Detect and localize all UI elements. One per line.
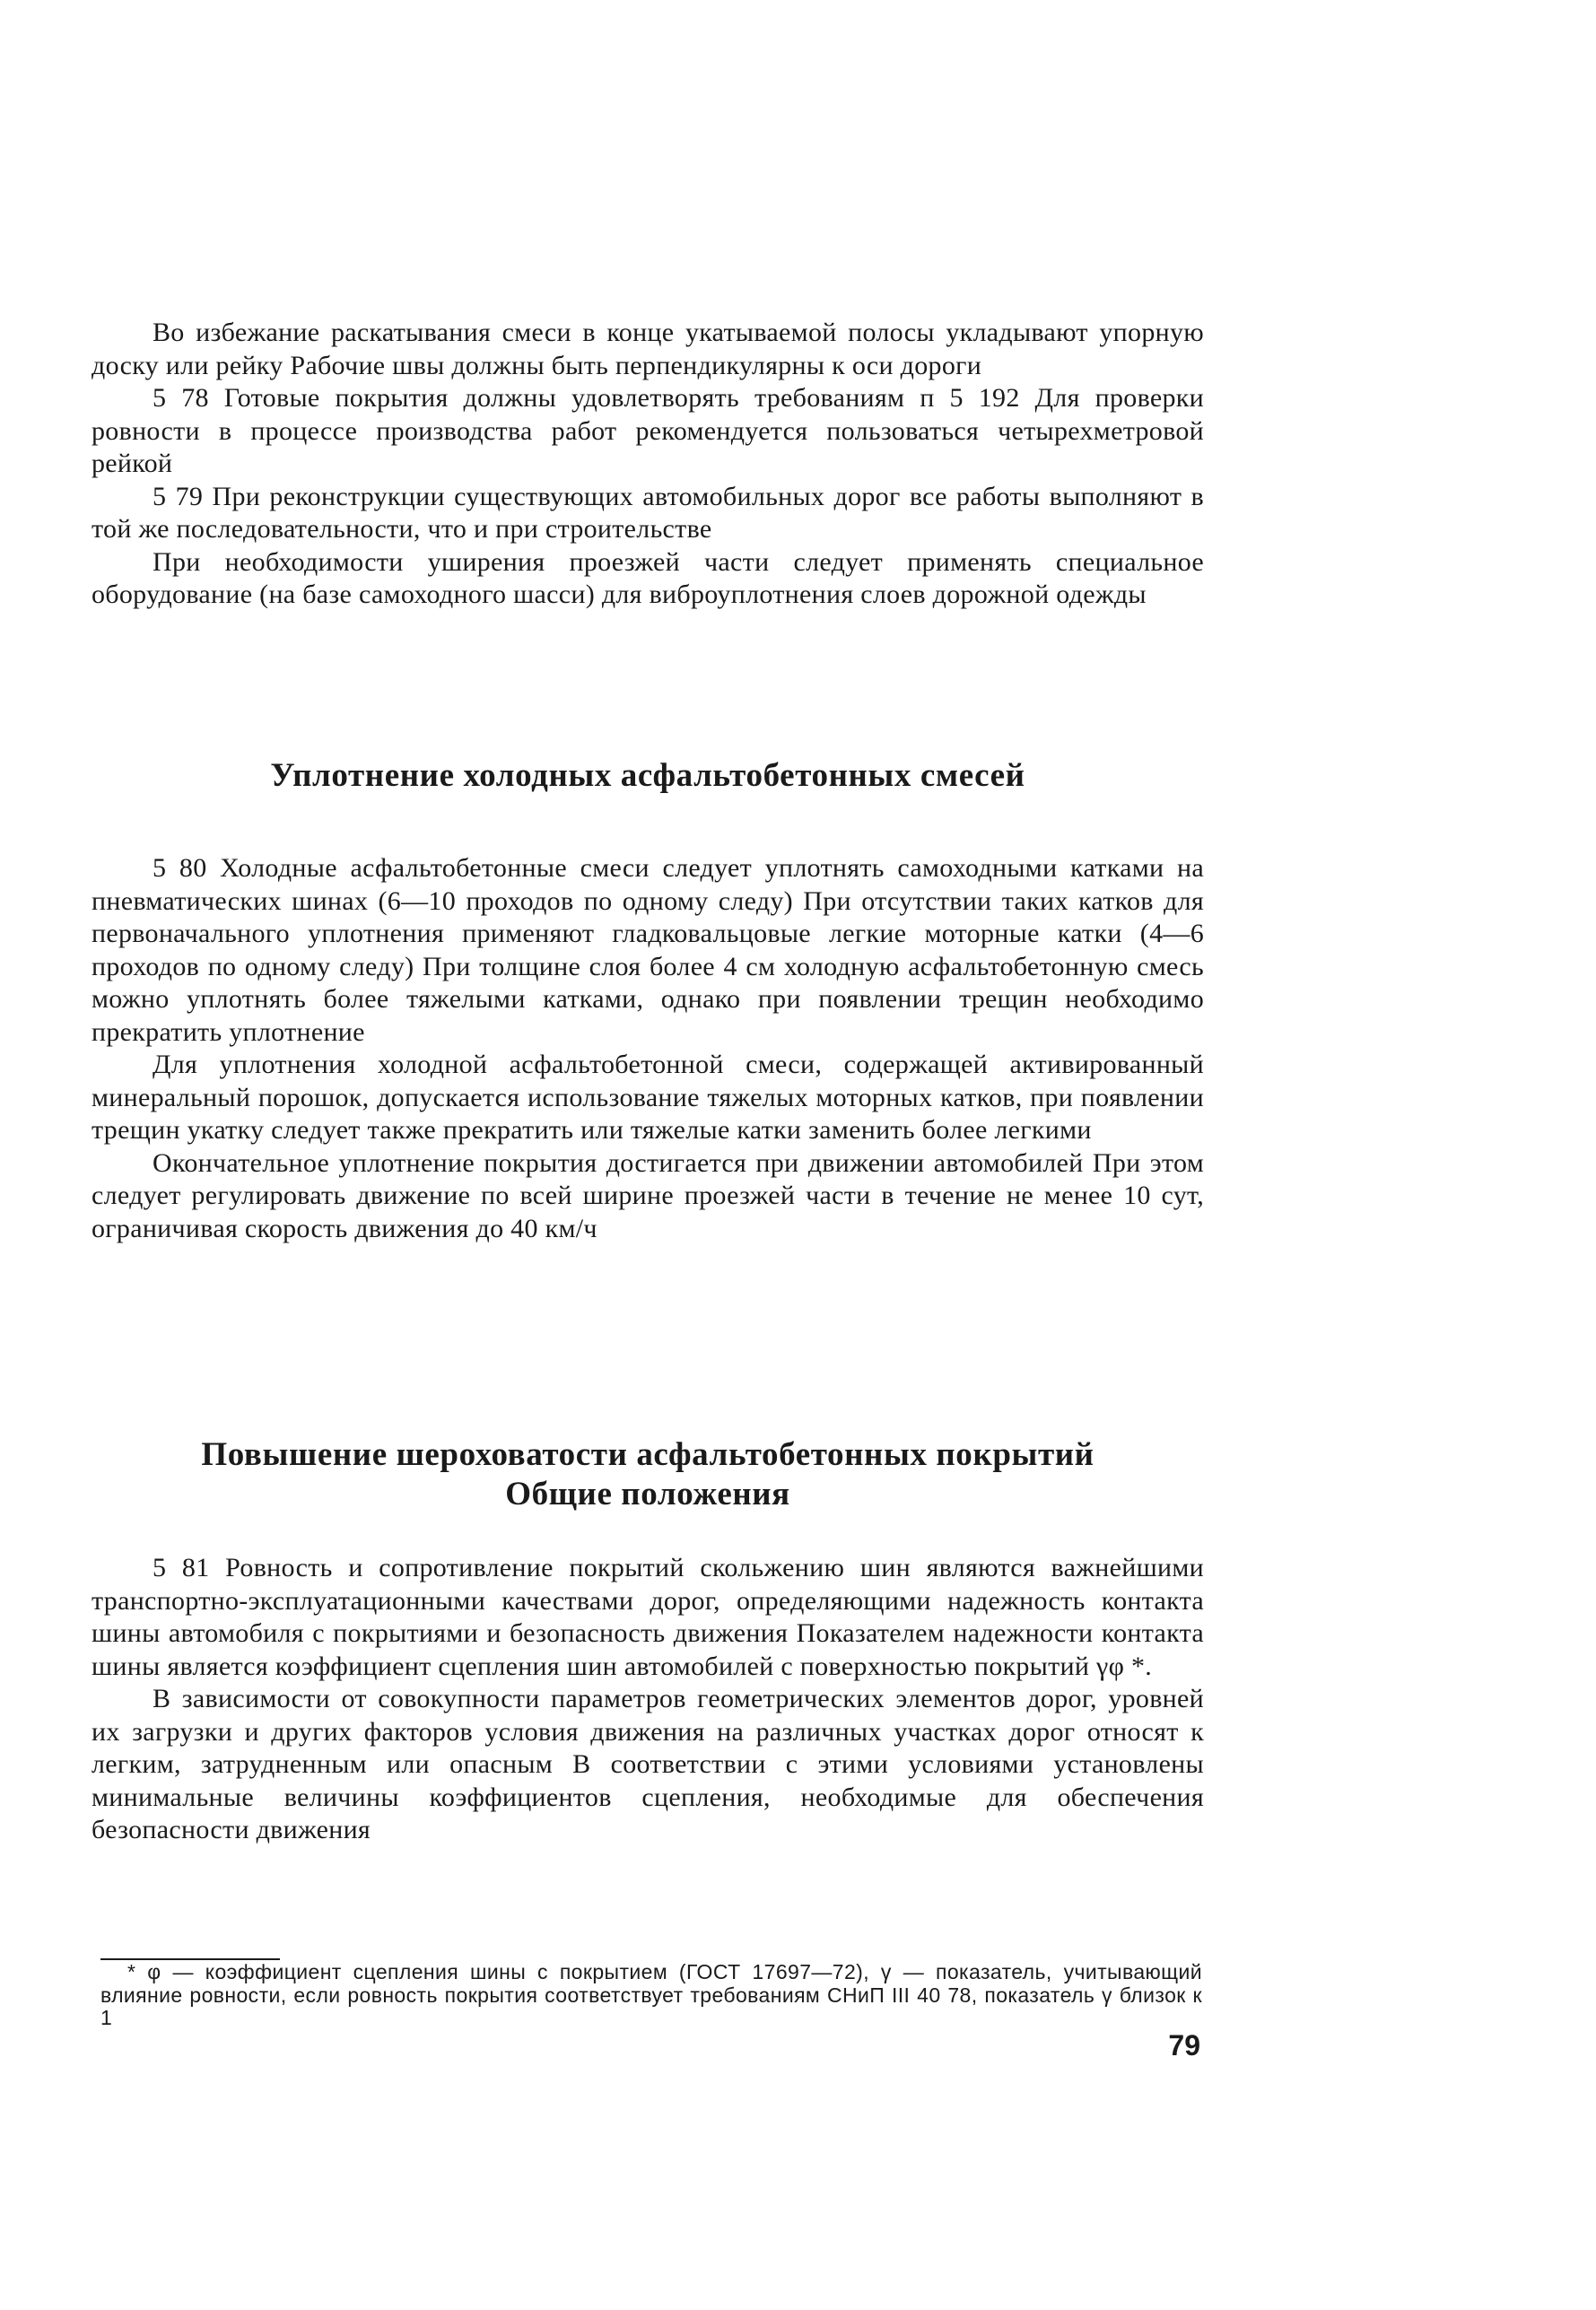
paragraph-5-80: 5 80 Холодные асфальтобетонные смеси следует уплотнять самоходными катками на пневматических шинах (6—10 проходов по одному следу) При отсутствии таких катков для первоначального уплотнения применяют гладковальцовые легкие моторные катки (4—6 проходов по одному следу) При толщине слоя более 4 см холодную асфальтобетонную смесь можно уплотнять более тяжелыми катками, однако при появлении трещин необходимо прекратить уплотнение	[92, 853, 1204, 1047]
page-number: 79	[1168, 2029, 1200, 2062]
heading-roughness	[92, 1435, 1204, 1514]
section-intro	[92, 317, 1204, 612]
paragraph-traffic-conditions: В зависимости от совокупности параметров геометрических элементов дорог, уровней их загрузки и других факторов условия движения на различных участках дорог относят к легким, затрудненным или опасным В соответствии с этими условиями установлены минимальные величины коэффициентов сцепления, необходимые для обеспечения безопасности движения	[92, 1684, 1204, 1844]
heading-general-provisions: Общие положения	[505, 1476, 790, 1512]
paragraph-5-79: 5 79 При реконструкции существующих автомобильных дорог все работы выполняют в той же последовательности, что и при строительстве	[92, 481, 1204, 544]
paragraph-5-81: 5 81 Ровность и сопротивление покрытий скольжению шин являются важнейшими транспортно-эксплуатационными качествами дорог, определяющими надежность контакта шины автомобиля с покрытиями и безопасность движения Показателем надежности контакта шины является коэффициент сцепления шин автомобилей с поверхностью покрытий γφ *.	[92, 1553, 1204, 1681]
paragraph-final-compaction: Окончательное уплотнение покрытия достигается при движении автомобилей При этом следует регулировать движение по всей ширине проезжей части в течение не менее 10 сут, ограничивая скорость движения до 40 км/ч	[92, 1147, 1204, 1243]
paragraph-widening: При необходимости уширения проезжей части следует применять специальное оборудование (на базе самоходного шасси) для виброуплотнения слоев дорожной одежды	[92, 546, 1204, 609]
section-cold-mix	[92, 852, 1204, 1245]
footnote: * φ — коэффициент сцепления шины с покрытием (ГОСТ 17697—72), γ — показатель, учитывающий влияние ровности, если ровность покрытия соответствует требованиям СНиП III 40 78, показатель γ близок к 1	[100, 1960, 1202, 2029]
paragraph-rolling-edge: Во избежание раскатывания смеси в конце укатываемой полосы укладывают упорную доску или рейку Рабочие швы должны быть перпендикулярны к оси дороги	[92, 318, 1204, 380]
paragraph-activated-powder: Для уплотнения холодной асфальтобетонной смеси, содержащей активированный минеральный порошок, допускается использование тяжелых моторных катков, при появлении трещин укатку следует также прекратить или тяжелые катки заменить более легкими	[92, 1050, 1204, 1145]
heading-cold-mix-compaction: Уплотнение холодных асфальтобетонных смесей	[270, 757, 1025, 794]
section-roughness	[92, 1552, 1204, 1847]
paragraph-5-78: 5 78 Готовые покрытия должны удовлетворять требованиям п 5 192 Для проверки ровности в процессе производства работ рекомендуется пользоваться четырехметровой рейкой	[92, 383, 1204, 478]
heading-roughness-line1: Повышение шероховатости асфальтобетонных покрытий	[201, 1436, 1095, 1473]
